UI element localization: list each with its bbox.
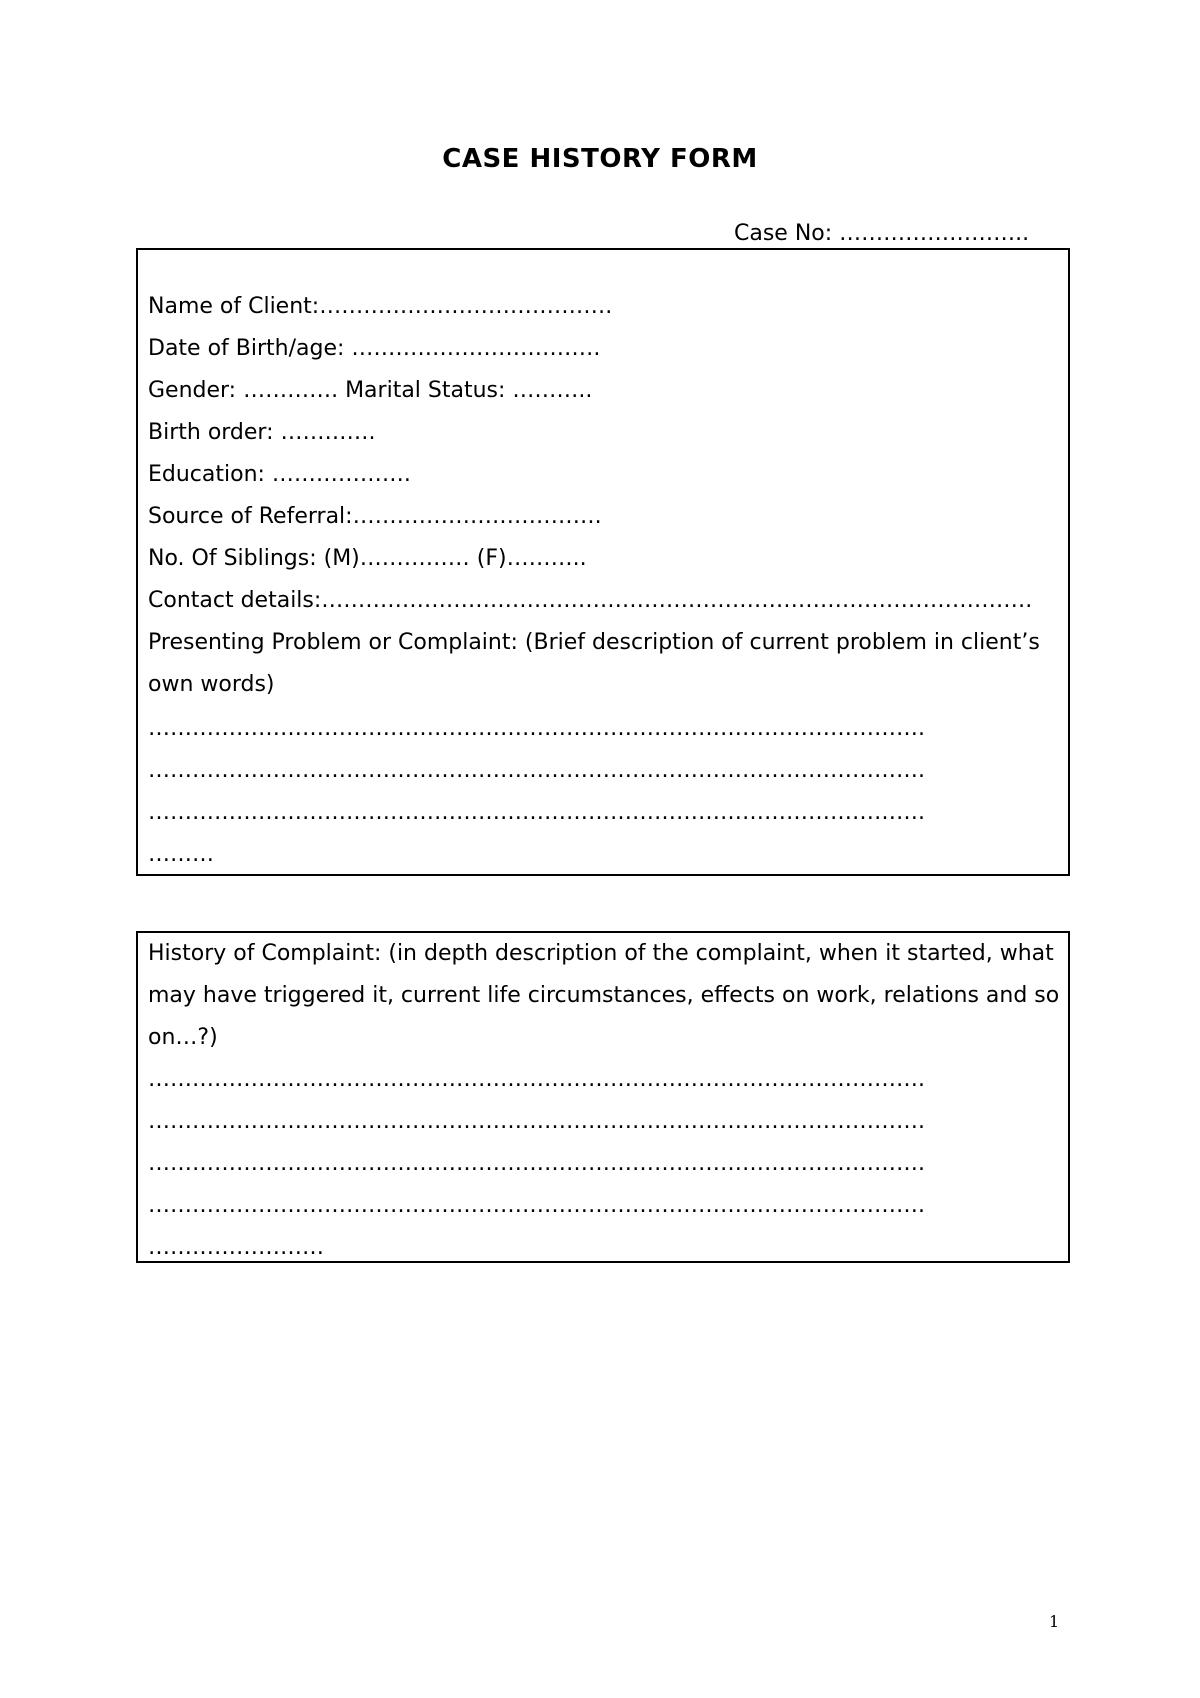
presenting-problem-answer-line[interactable]: ……… xyxy=(148,842,214,867)
client-name-field[interactable]: Name of Client:…………………………………. xyxy=(148,294,613,319)
history-answer-line[interactable]: ……………………………………………………………………………………………. xyxy=(148,1151,925,1176)
history-answer-line[interactable]: ……………………………………………………………………………………………. xyxy=(148,1067,925,1092)
presenting-problem-answer-line[interactable]: ……………………………………………………………………………………………. xyxy=(148,758,925,783)
dob-age-field[interactable]: Date of Birth/age: ……………………………. xyxy=(148,336,601,361)
history-answer-line[interactable]: …………………… xyxy=(148,1235,324,1260)
presenting-problem-answer-line[interactable]: ……………………………………………………………………………………………. xyxy=(148,716,925,741)
contact-details-field[interactable]: Contact details:……………………………………………………………………………………. xyxy=(148,588,1033,613)
page-number: 1 xyxy=(1049,1612,1060,1631)
history-box xyxy=(136,931,1070,1263)
siblings-field[interactable]: No. Of Siblings: (M)…………… (F)……….. xyxy=(148,546,587,571)
client-info-box xyxy=(136,248,1070,876)
gender-marital-field[interactable]: Gender: …………. Marital Status: ……….. xyxy=(148,378,593,403)
history-answer-line[interactable]: ……………………………………………………………………………………………. xyxy=(148,1193,925,1218)
history-answer-line[interactable]: ……………………………………………………………………………………………. xyxy=(148,1109,925,1134)
birth-order-field[interactable]: Birth order: …………. xyxy=(148,420,376,445)
referral-field[interactable]: Source of Referral:……………………………. xyxy=(148,504,602,529)
page-title: CASE HISTORY FORM xyxy=(442,144,758,174)
history-prompt: History of Complaint: (in depth description of the complaint, when it started, what may have triggered it, current life circumstances, effects on work, relations and so on…?) xyxy=(148,941,1060,1050)
education-field[interactable]: Education: ………………. xyxy=(148,462,411,487)
case-number-field[interactable]: Case No: …………………….. xyxy=(734,221,1030,246)
presenting-problem-answer-line[interactable]: ……………………………………………………………………………………………. xyxy=(148,800,925,825)
presenting-problem-prompt: Presenting Problem or Complaint: (Brief description of current problem in client’s own words) xyxy=(148,630,1040,697)
